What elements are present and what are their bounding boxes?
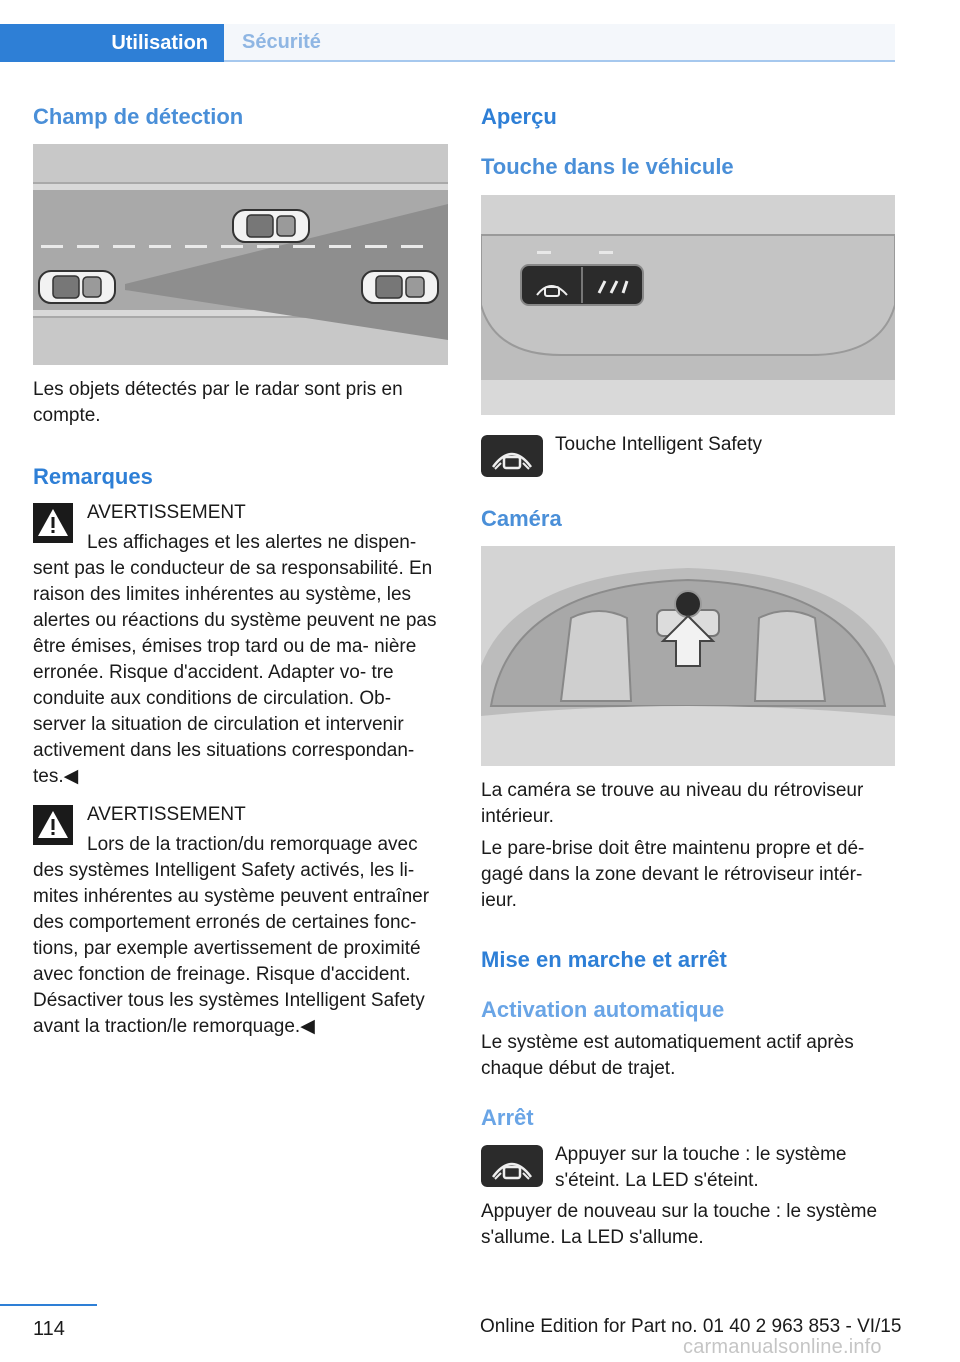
warning1-title: AVERTISSEMENT [87, 502, 246, 523]
tab-utilisation[interactable]: Utilisation [0, 24, 224, 62]
section-title-overview: Aperçu [481, 104, 557, 129]
subsection-title-stop: Arrêt [481, 1105, 534, 1130]
camera-figure [481, 546, 895, 766]
watermark: carmanualsonline.info [683, 1336, 882, 1358]
section-title-on-off: Mise en marche et arrêt [481, 947, 727, 972]
car-top-center [233, 210, 309, 242]
header-divider [224, 60, 895, 62]
warning2-title: AVERTISSEMENT [87, 804, 246, 825]
chapter-tabs [0, 24, 895, 62]
stop-text: Appuyer sur la touche : le système s'éteint. La LED s'éteint. [555, 1144, 847, 1191]
restart-text: Appuyer de nouveau sur la touche : le système s'allume. La LED s'allume. [481, 1201, 878, 1248]
car-right [362, 271, 438, 303]
car-left [39, 271, 115, 303]
subsection-title-vehicle-button: Touche dans le véhicule [481, 154, 734, 179]
edition-info: Online Edition for Part no. 01 40 2 963 853 - VI/15 [480, 1316, 902, 1337]
section-title-detection-field: Champ de détection [33, 104, 244, 129]
tab-securite[interactable]: Sécurité [224, 24, 895, 60]
camera-text-1: La caméra se trouve au niveau du rétroviseur intérieur. [481, 780, 864, 827]
footer-divider [0, 1304, 97, 1306]
vehicle-button-figure [481, 195, 895, 415]
detection-field-figure [33, 144, 448, 365]
intelligent-safety-button-icon [481, 1145, 543, 1187]
subsection-title-camera: Caméra [481, 506, 562, 531]
warning1-text-first: Les affichages et les alertes ne dispen- [87, 532, 417, 553]
warning2-text-first: Lors de la traction/du remorquage avec [87, 834, 418, 855]
camera-text-2: Le pare-brise doit être maintenu propre et dé- gagé dans la zone devant le rétroviseur intér- ieur. [481, 838, 865, 911]
warning-triangle-icon [33, 503, 73, 543]
intelligent-safety-button-icon [481, 435, 543, 477]
radar-detection-illustration [33, 144, 448, 365]
warning1-text: sent pas le conducteur de sa responsabilité. En raison des limites inhérentes au système, les alertes ou réactions du système peuvent ne pas être émises, émises trop tard ou de ma- nière erronée. Risque d'accident. Adapter vo- tre conduite aux conditions de circulation. Ob- server la situation de circulation et intervenir activement dans les situations correspondan- tes.◀ [33, 558, 437, 787]
subsection-title-auto-activation: Activation automatique [481, 997, 725, 1022]
button-caption: Touche Intelligent Safety [555, 434, 763, 455]
button-panel-illustration [481, 195, 895, 415]
detection-caption: Les objets détectés par le radar sont pris en compte. [33, 379, 403, 426]
warning2-text: des systèmes Intelligent Safety activés, les li- mites inhérentes au système peuvent entraîner des comportement erronés de certaines fonc- tions, par exemple avertissement de proximité avec fonction de freinage. Risque d'accident. Désactiver tous les systèmes Intelligent Safety avant la traction/le remorquage.◀ [33, 860, 430, 1037]
section-title-remarks: Remarques [33, 464, 153, 489]
auto-activation-text: Le système est automatiquement actif après chaque début de trajet. [481, 1032, 854, 1079]
warning-triangle-icon [33, 805, 73, 845]
page-number: 114 [33, 1318, 65, 1340]
camera-location-illustration [481, 546, 895, 766]
